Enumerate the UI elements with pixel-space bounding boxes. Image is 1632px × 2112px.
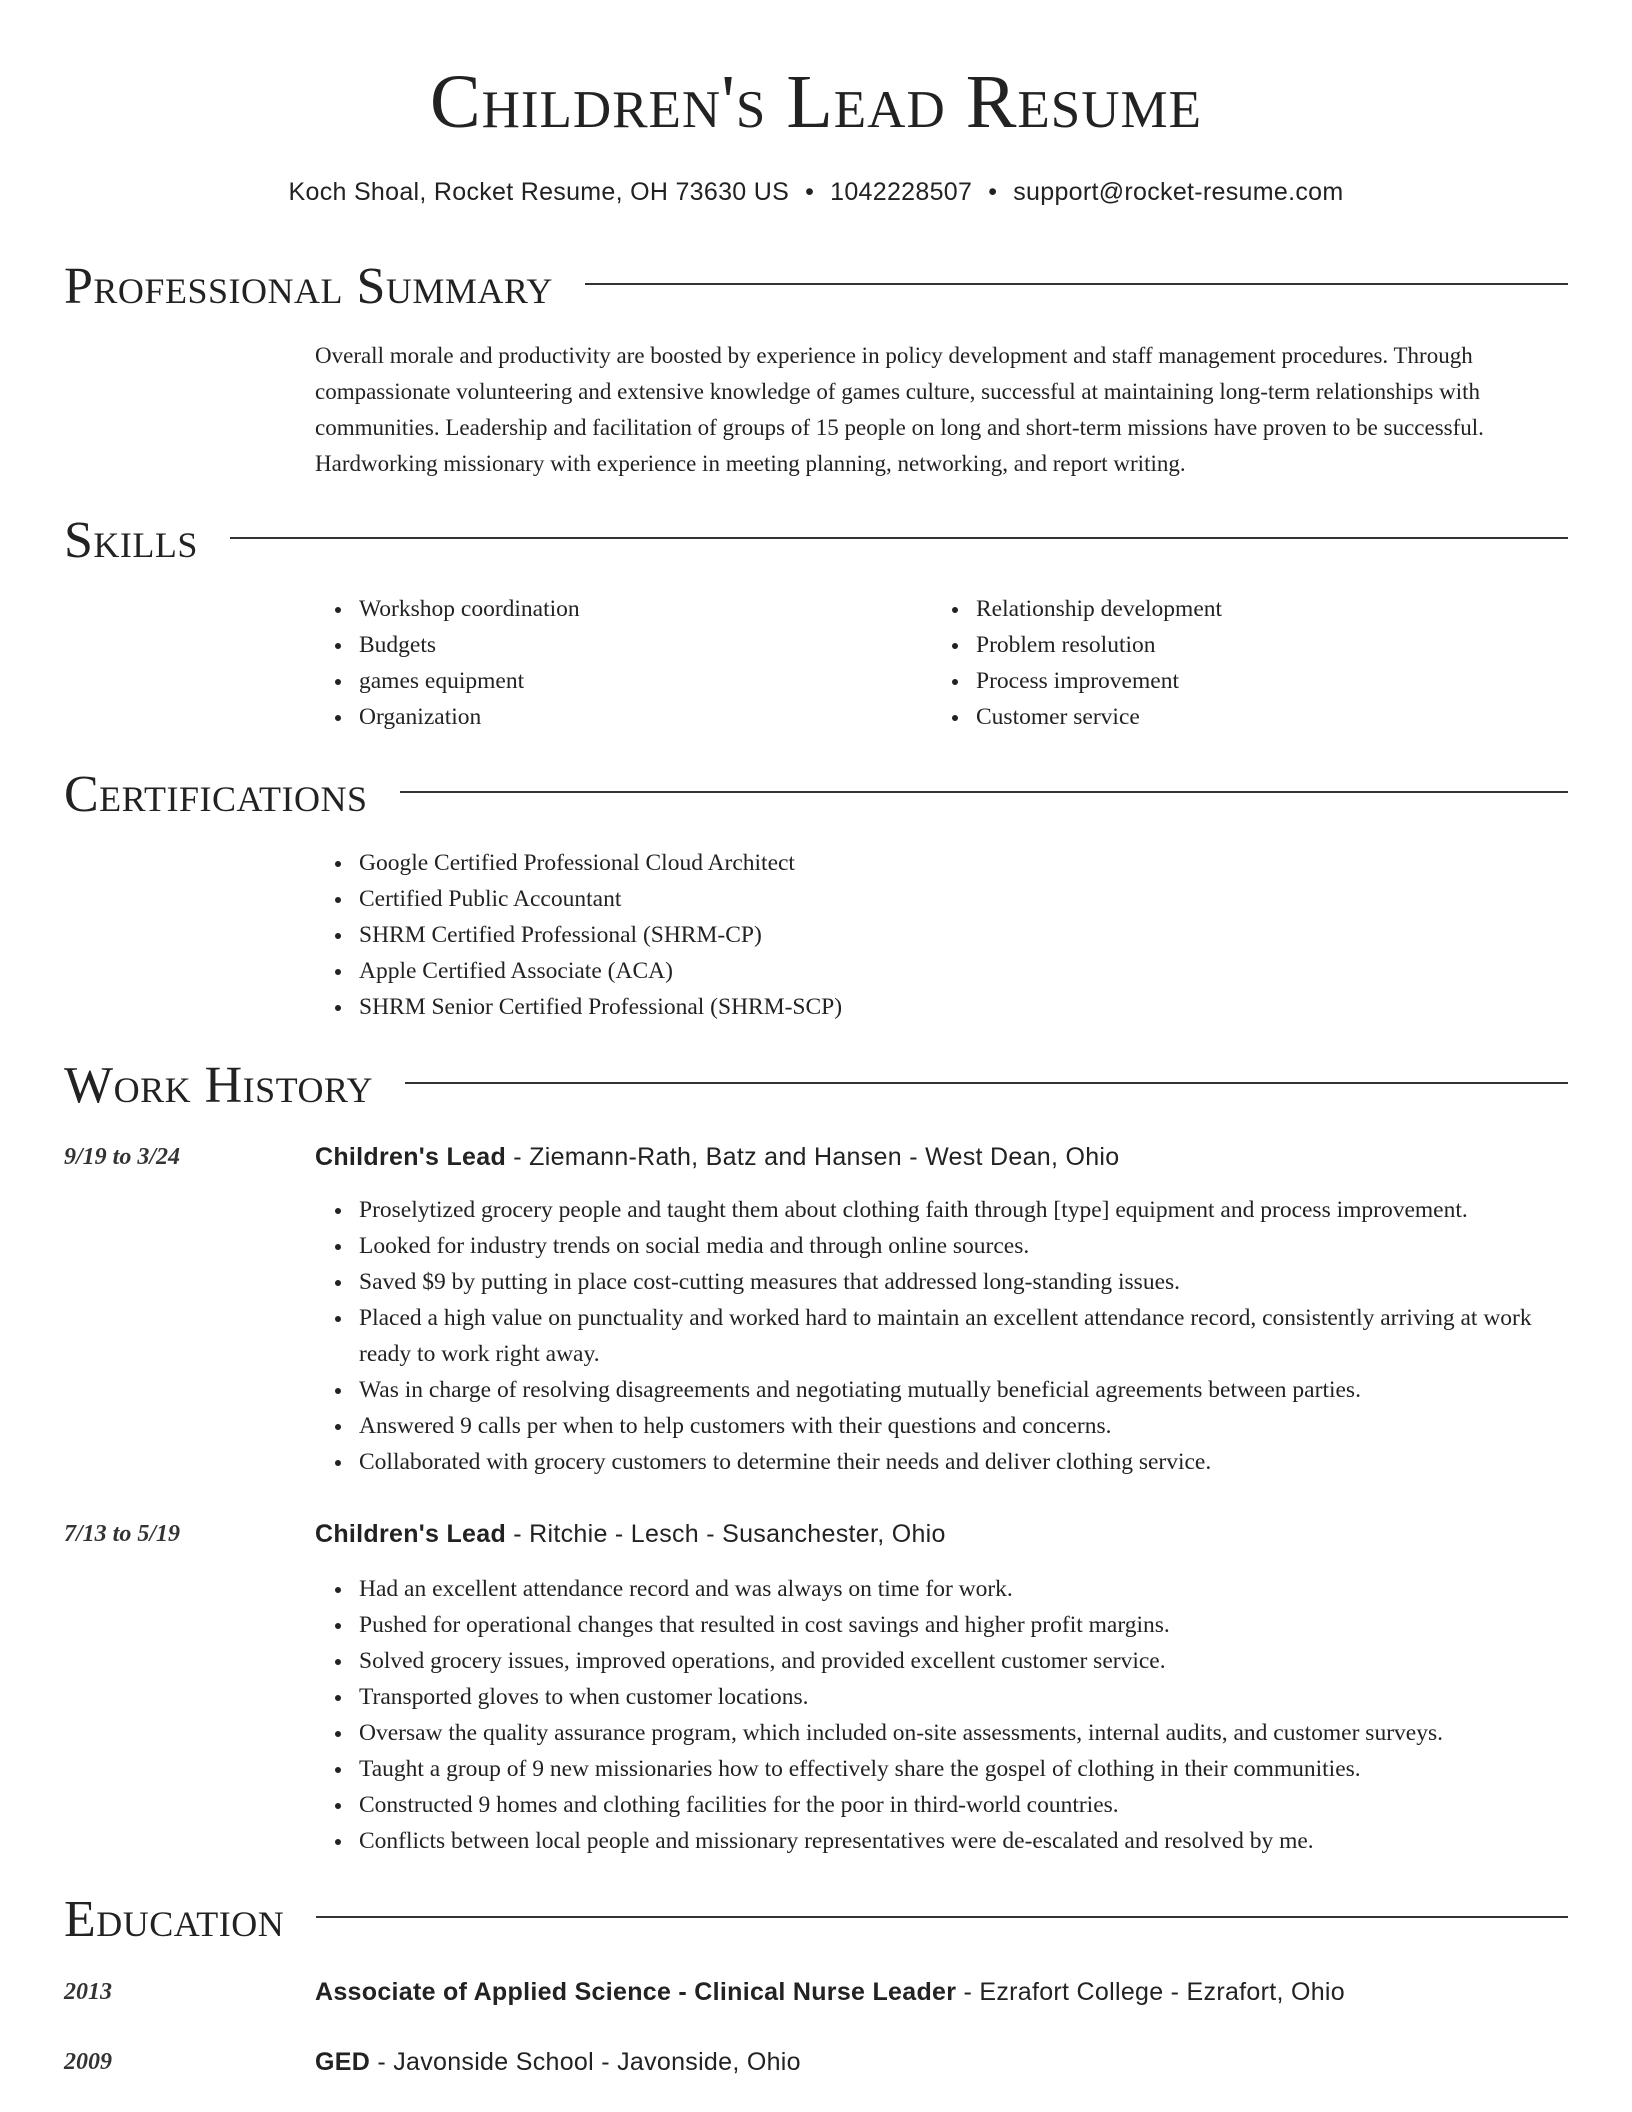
summary-text: Overall morale and productivity are boosted by experience in policy development and staff management procedures. Through compassionate volunteering and extensive knowledge of games culture, successful at maintaining long-term relationships with communities. Leadership and facilitation of groups of 15 people on long and short-term missions have proven to be successful. Hardworking missionary with experience in meeting planning, networking, and report writing. bbox=[315, 343, 1484, 476]
job-bullet: Constructed 9 homes and clothing facilities for the poor in third-world countries. bbox=[315, 1787, 1568, 1823]
contact-address: Koch Shoal, Rocket Resume, OH 73630 US bbox=[288, 178, 790, 206]
education-year: 2009 bbox=[64, 2049, 112, 2075]
job-bullet: Proselytized grocery people and taught them about clothing faith through [type] equipment and process improvement. bbox=[315, 1192, 1568, 1228]
work-history-section bbox=[64, 1051, 1568, 1121]
skills-column-right bbox=[932, 591, 1549, 735]
education-entry bbox=[64, 2044, 1568, 2084]
education-heading: Education bbox=[64, 1891, 285, 1948]
job-entry bbox=[64, 1139, 1568, 1479]
job-title: Children's Lead bbox=[315, 1143, 507, 1171]
job-bullet: Transported gloves to when customer locations. bbox=[315, 1679, 1568, 1715]
skill-item: Workshop coordination bbox=[315, 591, 932, 627]
education-year: 2013 bbox=[64, 1979, 112, 2005]
skill-item: Relationship development bbox=[932, 591, 1549, 627]
education-degree: Associate of Applied Science - Clinical Nurse Leader bbox=[315, 1978, 957, 2006]
education-header bbox=[64, 1885, 1568, 1955]
skill-item: Budgets bbox=[315, 627, 932, 663]
job-bullet: Was in charge of resolving disagreements and negotiating mutually beneficial agreements between parties. bbox=[315, 1372, 1568, 1408]
job-bullets bbox=[315, 1571, 1568, 1859]
summary-heading: Professional Summary bbox=[64, 258, 553, 315]
job-bullets bbox=[315, 1192, 1568, 1480]
skill-item: Process improvement bbox=[932, 663, 1549, 699]
certifications-list bbox=[315, 845, 1568, 1025]
skill-item: Problem resolution bbox=[932, 627, 1549, 663]
education-school: - Javonside School - Javonside, Ohio bbox=[370, 2048, 801, 2076]
job-bullet: Collaborated with grocery customers to determine their needs and deliver clothing service. bbox=[315, 1444, 1568, 1480]
certifications-section bbox=[64, 760, 1568, 830]
summary-header bbox=[64, 252, 1568, 322]
certification-item: Apple Certified Associate (ACA) bbox=[315, 953, 1568, 989]
contact-line bbox=[0, 172, 1632, 212]
section-divider bbox=[316, 1916, 1568, 1918]
job-bullet: Conflicts between local people and missionary representatives were de-escalated and resolved by me. bbox=[315, 1823, 1568, 1859]
job-employer: - Ziemann-Rath, Batz and Hansen - West Dean, Ohio bbox=[506, 1143, 1120, 1171]
job-bullet: Looked for industry trends on social media and through online sources. bbox=[315, 1228, 1568, 1264]
education-entry bbox=[64, 1974, 1568, 2014]
job-bullet: Taught a group of 9 new missionaries how to effectively share the gospel of clothing in their communities. bbox=[315, 1751, 1568, 1787]
skill-item: games equipment bbox=[315, 663, 932, 699]
certification-item: SHRM Certified Professional (SHRM-CP) bbox=[315, 917, 1568, 953]
job-bullet: Had an excellent attendance record and was always on time for work. bbox=[315, 1571, 1568, 1607]
work-history-heading: Work History bbox=[64, 1057, 374, 1114]
job-bullet: Oversaw the quality assurance program, which included on-site assessments, internal audits, and customer surveys. bbox=[315, 1715, 1568, 1751]
job-dates: 9/19 to 3/24 bbox=[64, 1144, 181, 1170]
certifications-heading: Certifications bbox=[64, 766, 368, 823]
contact-separator: • bbox=[988, 178, 998, 206]
section-divider bbox=[585, 283, 1568, 285]
contact-phone: 1042228507 bbox=[830, 178, 973, 206]
resume-title: Children's Lead Resume bbox=[429, 60, 1203, 144]
education-degree: GED bbox=[315, 2048, 371, 2076]
skills-header bbox=[64, 506, 1568, 576]
job-bullet: Answered 9 calls per when to help customers with their questions and concerns. bbox=[315, 1408, 1568, 1444]
job-heading bbox=[315, 1516, 946, 1552]
skill-item: Organization bbox=[315, 699, 932, 735]
certification-item: Certified Public Accountant bbox=[315, 881, 1568, 917]
education-section bbox=[64, 1885, 1568, 1955]
job-dates: 7/13 to 5/19 bbox=[64, 1521, 181, 1547]
job-bullet: Pushed for operational changes that resulted in cost savings and higher profit margins. bbox=[315, 1607, 1568, 1643]
skills-heading: Skills bbox=[64, 512, 198, 569]
section-divider bbox=[400, 791, 1568, 793]
section-divider bbox=[405, 1082, 1568, 1084]
certification-item: Google Certified Professional Cloud Architect bbox=[315, 845, 1568, 881]
job-heading bbox=[315, 1139, 1119, 1175]
contact-email: support@rocket-resume.com bbox=[1013, 178, 1344, 206]
job-bullet: Solved grocery issues, improved operations, and provided excellent customer service. bbox=[315, 1643, 1568, 1679]
skills-section bbox=[64, 506, 1568, 576]
education-school: - Ezrafort College - Ezrafort, Ohio bbox=[956, 1978, 1345, 2006]
job-bullet: Placed a high value on punctuality and worked hard to maintain an excellent attendance record, consistently arriving at work ready to work right away. bbox=[315, 1300, 1568, 1372]
skills-column-left bbox=[315, 591, 932, 735]
work-history-header bbox=[64, 1051, 1568, 1121]
education-line bbox=[315, 1974, 1345, 2010]
certifications-header bbox=[64, 760, 1568, 830]
skills-list bbox=[315, 591, 1568, 735]
job-bullet: Saved $9 by putting in place cost-cutting measures that addressed long-standing issues. bbox=[315, 1264, 1568, 1300]
summary-section bbox=[64, 252, 1568, 322]
job-entry bbox=[64, 1516, 1568, 1866]
skill-item: Customer service bbox=[932, 699, 1549, 735]
certification-item: SHRM Senior Certified Professional (SHRM-SCP) bbox=[315, 989, 1568, 1025]
education-line bbox=[315, 2044, 801, 2080]
job-title: Children's Lead bbox=[315, 1520, 507, 1548]
contact-separator: • bbox=[805, 178, 815, 206]
job-employer: - Ritchie - Lesch - Susanchester, Ohio bbox=[506, 1520, 946, 1548]
section-divider bbox=[230, 537, 1568, 539]
